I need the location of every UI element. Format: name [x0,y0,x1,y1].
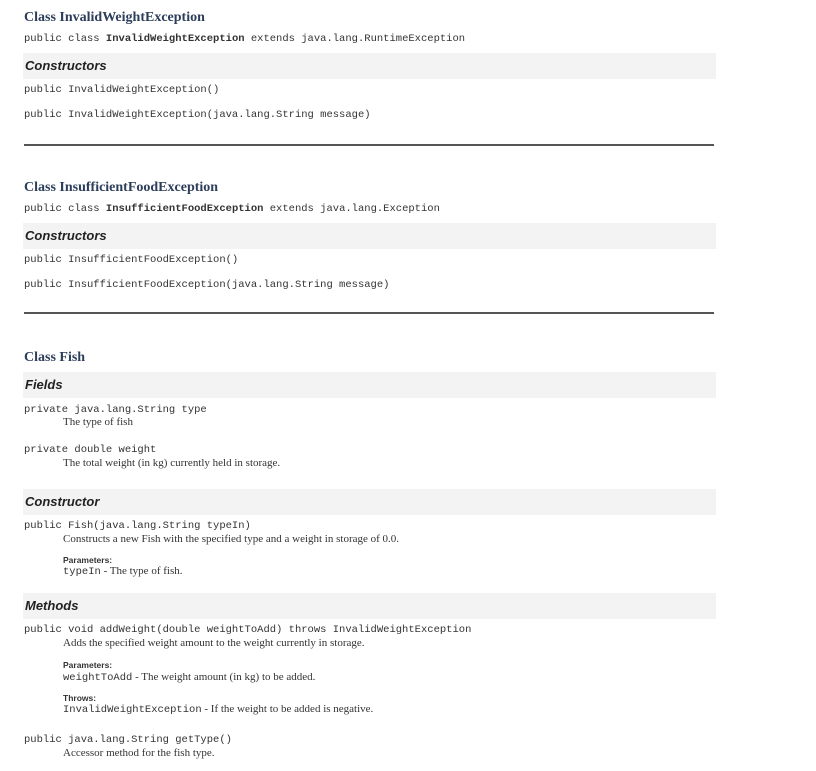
parameters-label: Parameters: [63,660,113,670]
class-title-invalid-weight: Class InvalidWeightException [24,10,205,25]
class-title-insufficient-food: Class InsufficientFoodException [24,180,219,195]
method-description: Accessor method for the fish type. [63,747,215,759]
section-header-fields: Fields [23,372,716,398]
field-description: The type of fish [63,416,133,428]
field-signature: private java.lang.String type [24,404,207,416]
class-declaration-insufficient-food: public class InsufficientFoodException extends java.lang.Exception [24,203,440,215]
section-header-constructors: Constructors [23,223,716,249]
field-description: The total weight (in kg) currently held in storage. [63,457,281,469]
class-title-fish: Class Fish [24,350,86,365]
constructor-description: Constructs a new Fish with the specified type and a weight in storage of 0.0. [63,533,400,545]
divider [24,312,714,314]
constructor-signature: public InvalidWeightException(java.lang.String message) [24,109,371,121]
throws-entry: InvalidWeightException - If the weight to be added is negative. [63,703,374,716]
class-declaration-invalid-weight: public class InvalidWeightException extends java.lang.RuntimeException [24,33,466,45]
constructor-signature: public Fish(java.lang.String typeIn) [24,520,251,532]
divider [24,144,714,146]
parameters-label: Parameters: [63,555,113,565]
section-header-constructor: Constructor [23,489,716,515]
throws-label: Throws: [63,693,97,703]
field-signature: private double weight [24,444,157,456]
section-header-constructors: Constructors [23,53,716,79]
section-header-methods: Methods [23,593,716,619]
constructor-signature: public InvalidWeightException() [24,84,220,96]
parameter-entry: typeIn - The type of fish. [63,565,183,578]
constructor-signature: public InsufficientFoodException() [24,254,239,266]
constructor-signature: public InsufficientFoodException(java.lang.String message) [24,279,390,291]
method-description: Adds the specified weight amount to the weight currently in storage. [63,637,365,649]
method-signature: public java.lang.String getType() [24,734,232,746]
parameter-entry: weightToAdd - The weight amount (in kg) to be added. [63,671,316,684]
method-signature: public void addWeight(double weightToAdd) throws InvalidWeightException [24,624,472,636]
